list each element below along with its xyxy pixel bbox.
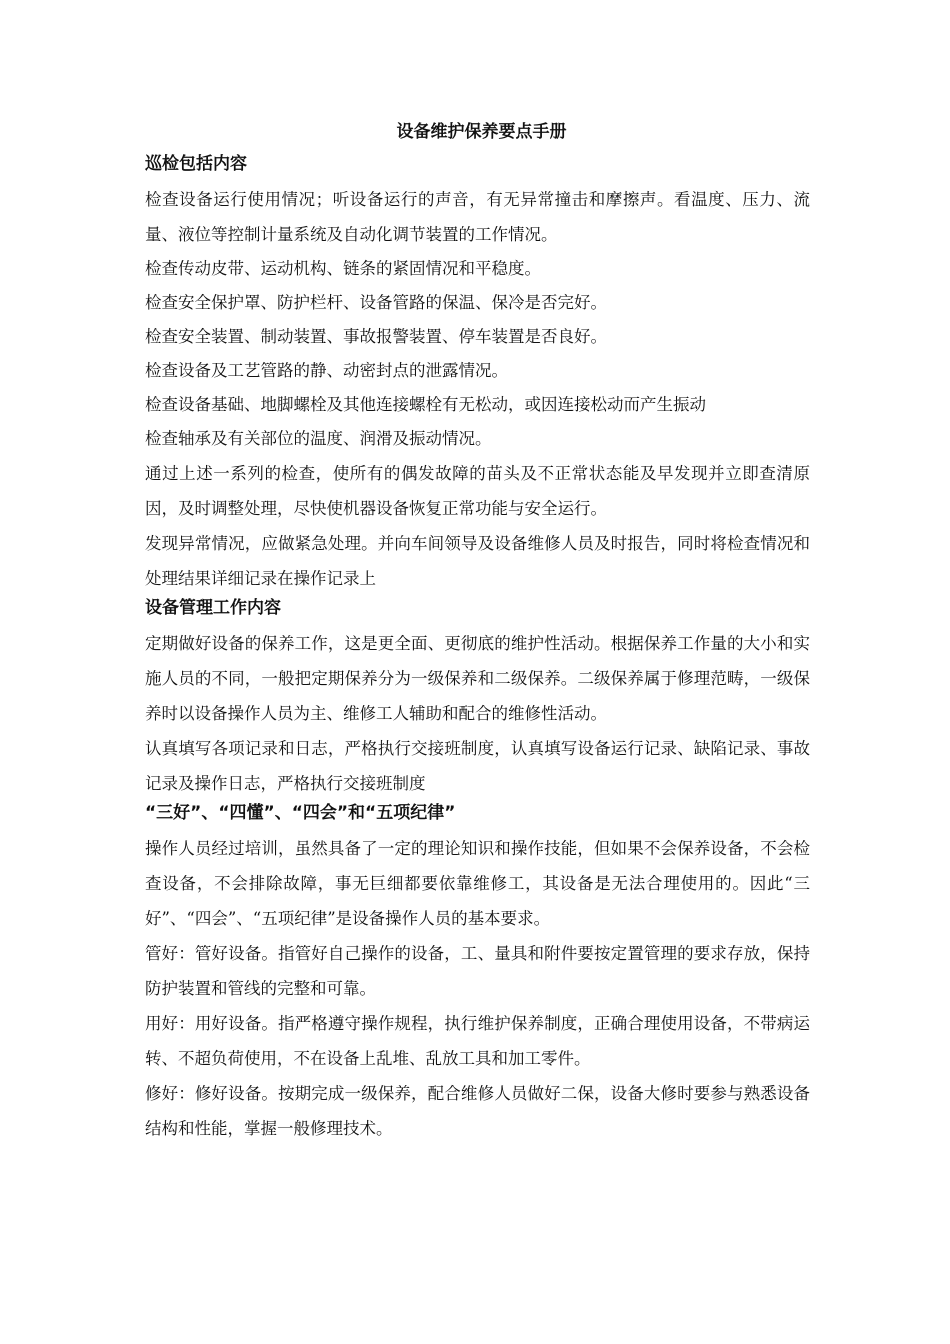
paragraph: 通过上述一系列的检查，使所有的偶发故障的苗头及不正常状态能及早发现并立即查清原因，及时调整处理，尽快使机器设备恢复正常功能与安全运行。 — [145, 464, 810, 518]
section-three-good-four-know — [145, 801, 810, 1146]
section-heading-inspection: 巡检包括内容 — [145, 154, 247, 174]
paragraph: 检查安全装置、制动装置、事故报警装置、停车装置是否良好。 — [145, 327, 607, 346]
document-title: 设备维护保养要点手册 — [396, 122, 567, 142]
paragraph: 检查设备运行使用情况；听设备运行的声音，有无异常撞击和摩擦声。看温度、压力、流量、液位等控制计量系统及自动化调节装置的工作情况。 — [145, 190, 810, 244]
section-inspection — [145, 152, 810, 596]
section-heading-three-good-four-know: “三好”、“四懂”、“四会”和“五项纪律” — [145, 803, 456, 823]
section-equipment-management — [145, 596, 810, 801]
paragraph: 检查传动皮带、运动机构、链条的紧固情况和平稳度。 — [145, 259, 541, 278]
section-heading-equipment-management: 设备管理工作内容 — [145, 598, 281, 618]
paragraph: 检查安全保护罩、防护栏杆、设备管路的保温、保冷是否完好。 — [145, 293, 607, 312]
paragraph: 发现异常情况，应做紧急处理。并向车间领导及设备维修人员及时报告，同时将检查情况和处理结果详细记录在操作记录上 — [145, 534, 810, 588]
paragraph: 检查设备基础、地脚螺栓及其他连接螺栓有无松动，或因连接松动而产生振动 — [145, 395, 706, 414]
paragraph: 检查设备及工艺管路的静、动密封点的泄露情况。 — [145, 361, 508, 380]
paragraph: 认真填写各项记录和日志，严格执行交接班制度，认真填写设备运行记录、缺陷记录、事故记录及操作日志，严格执行交接班制度 — [145, 739, 810, 793]
paragraph: 检查轴承及有关部位的温度、润滑及振动情况。 — [145, 429, 492, 448]
paragraph: 管好：管好设备。指管好自己操作的设备，工、量具和附件要按定置管理的要求存放，保持防护装置和管线的完整和可靠。 — [145, 944, 810, 998]
paragraph: 修好：修好设备。按期完成一级保养，配合维修人员做好二保，设备大修时要参与熟悉设备结构和性能，掌握一般修理技术。 — [145, 1084, 810, 1138]
paragraph: 用好：用好设备。指严格遵守操作规程，执行维护保养制度，正确合理使用设备，不带病运转、不超负荷使用，不在设备上乱堆、乱放工具和加工零件。 — [145, 1014, 810, 1068]
document-body — [145, 120, 810, 1146]
paragraph: 操作人员经过培训，虽然具备了一定的理论知识和操作技能，但如果不会保养设备，不会检查设备，不会排除故障，事无巨细都要依靠维修工，其设备是无法合理使用的。因此“三好”、“四会”、“五项纪律”是设备操作人员的基本要求。 — [145, 839, 810, 928]
paragraph: 定期做好设备的保养工作，这是更全面、更彻底的维护性活动。根据保养工作量的大小和实施人员的不同，一般把定期保养分为一级保养和二级保养。二级保养属于修理范畴，一级保养时以设备操作人员为主、维修工人辅助和配合的维修性活动。 — [145, 634, 810, 723]
